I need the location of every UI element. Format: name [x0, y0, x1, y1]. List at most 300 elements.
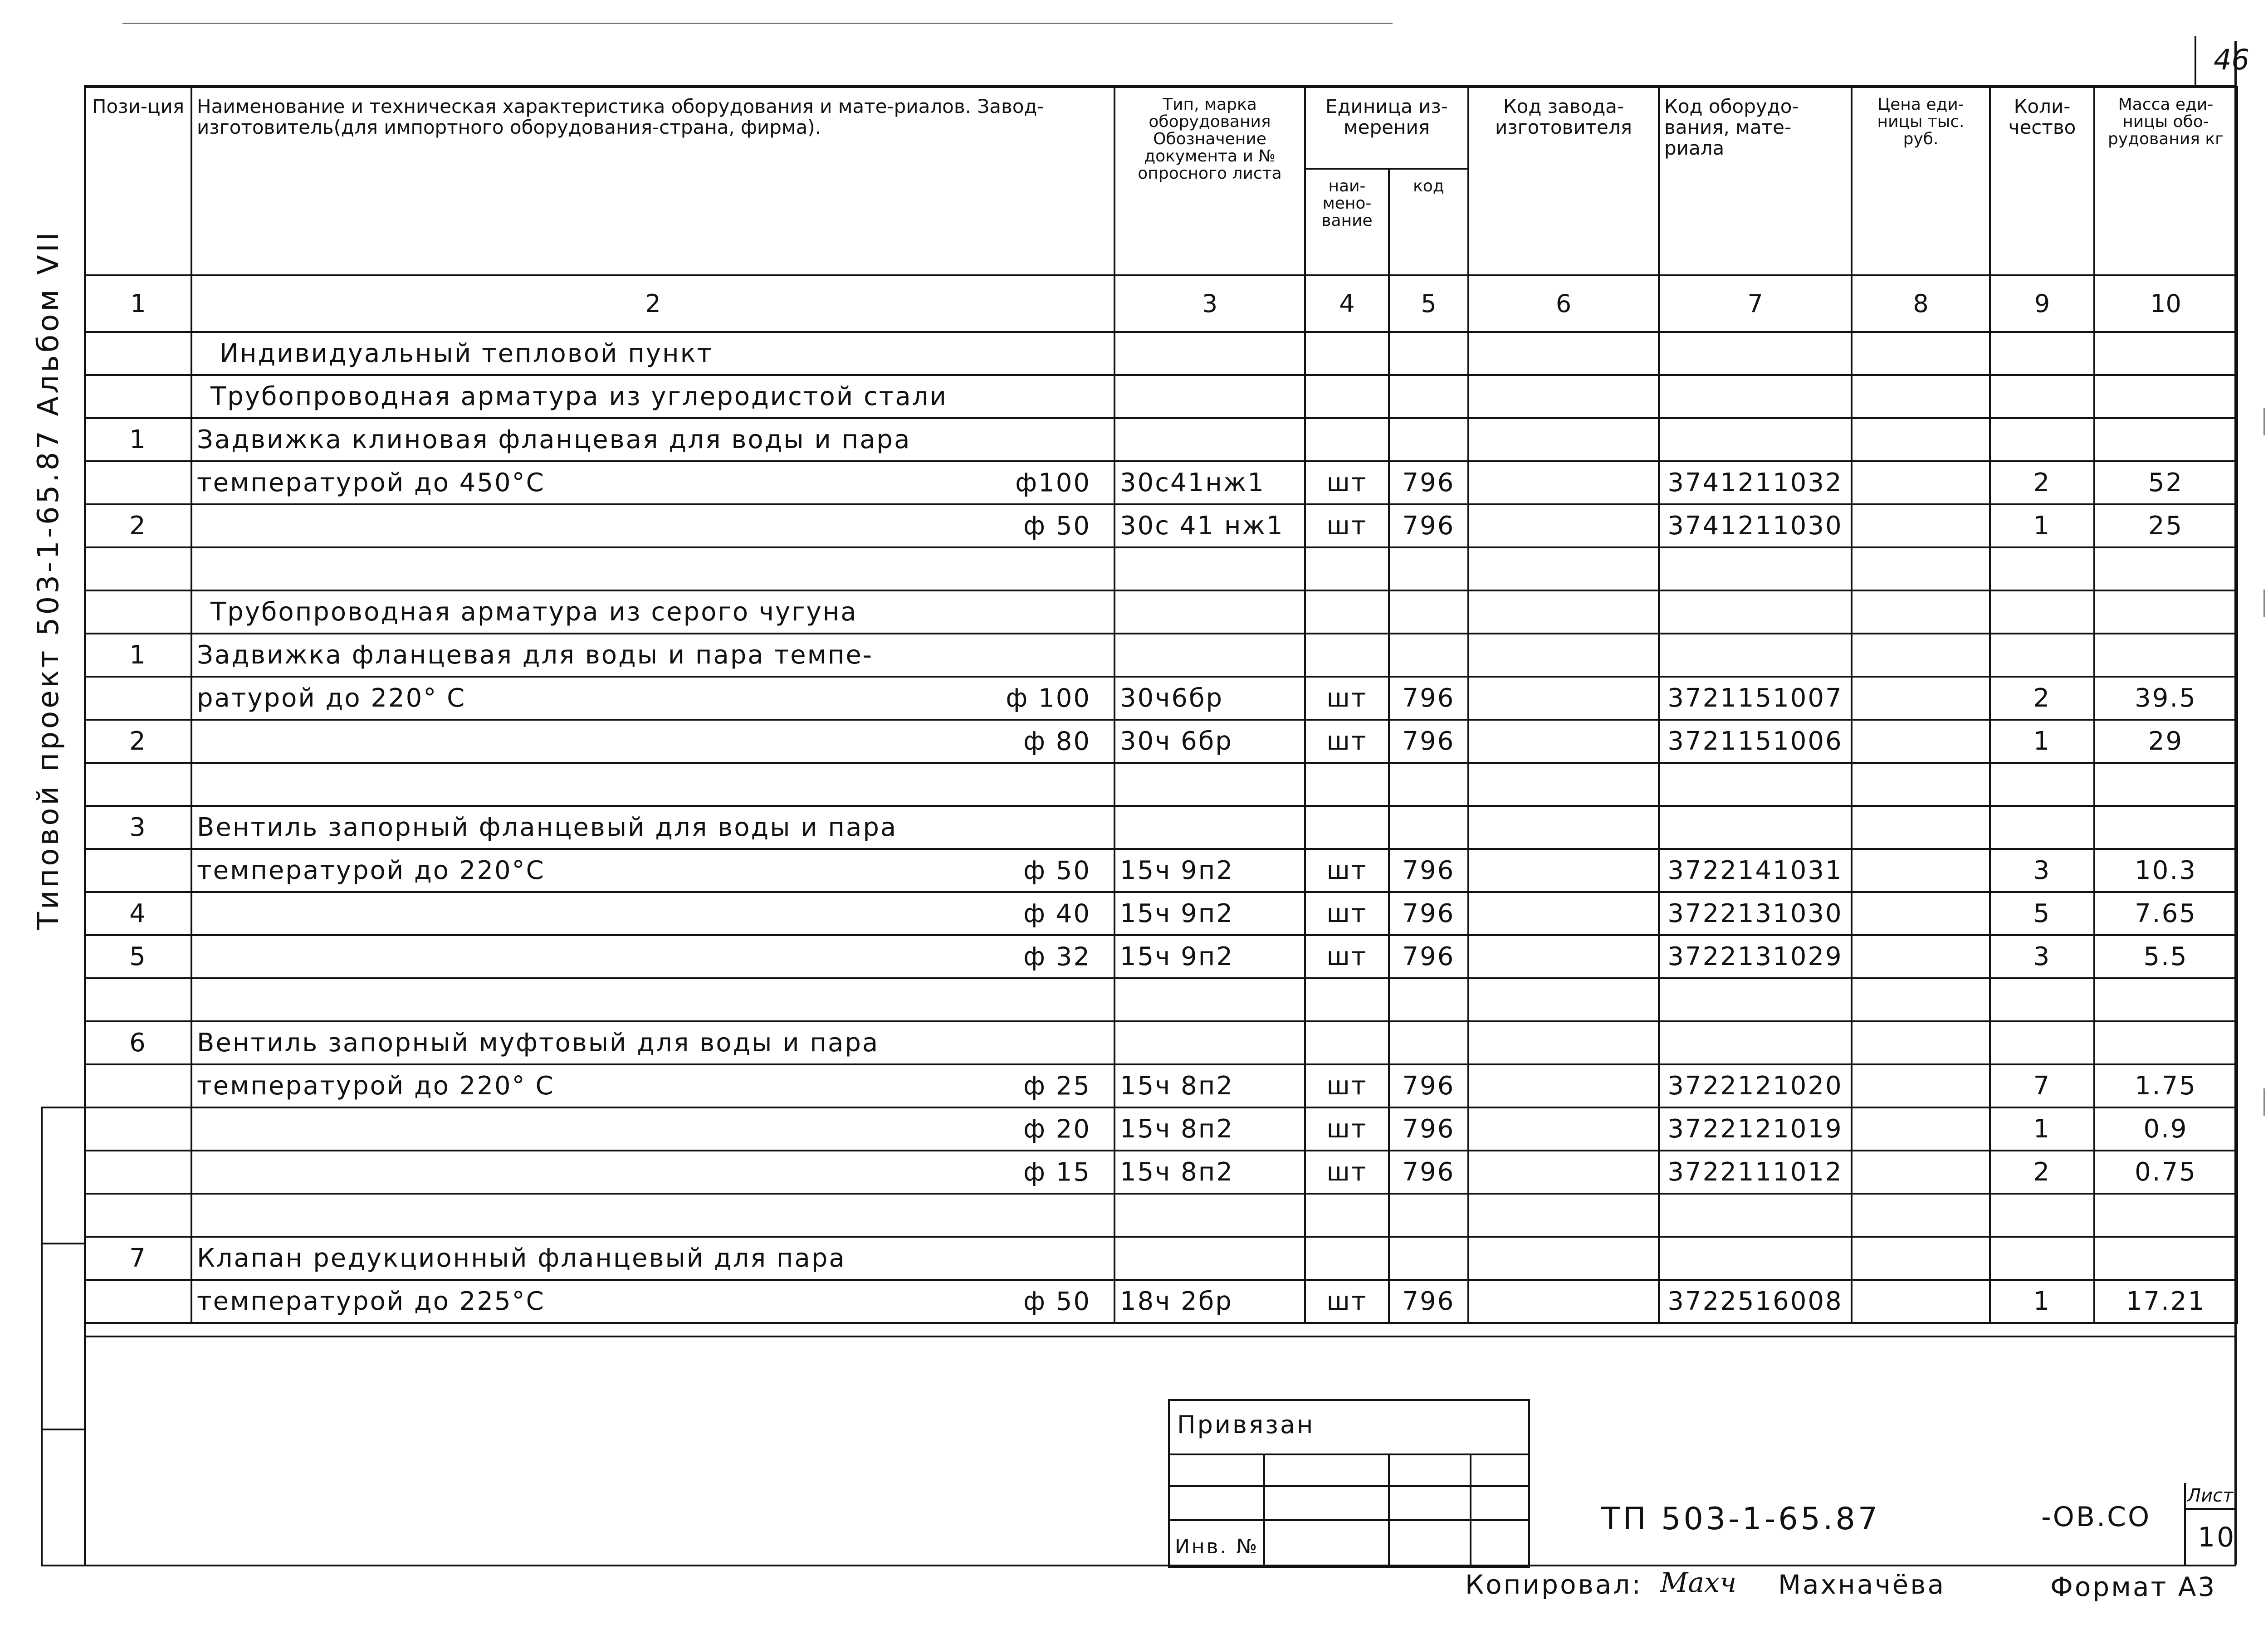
- cell-mass: 5.5: [2094, 935, 2237, 978]
- col-number: 8: [1852, 275, 1990, 332]
- cell-mass: 0.75: [2094, 1151, 2237, 1194]
- cell-type: 15ч 8п2: [1114, 1107, 1305, 1151]
- cell-position: 1: [85, 634, 191, 677]
- margin-box-line: [41, 1429, 84, 1430]
- cell-type: 30с 41 нж1: [1114, 504, 1305, 547]
- cell-qty: [1990, 547, 2094, 590]
- cell-qty: 2: [1990, 461, 2094, 504]
- cell-type: 15ч 9п2: [1114, 849, 1305, 892]
- table-row: [85, 978, 2237, 1021]
- cell-position: [85, 763, 191, 806]
- cell-price: [1852, 849, 1990, 892]
- cell-mass: [2094, 590, 2237, 634]
- cell-equip-code: 3721151007: [1659, 677, 1852, 720]
- item-name: температурой до 220°С: [197, 856, 545, 885]
- cell-unit: [1305, 1021, 1389, 1064]
- stamp-line: [1388, 1454, 1390, 1565]
- cell-type: [1114, 332, 1305, 375]
- cell-unit-code: [1389, 1021, 1468, 1064]
- cell-unit: [1305, 547, 1389, 590]
- cell-type: [1114, 806, 1305, 849]
- cell-mass: [2094, 634, 2237, 677]
- cell-position: 3: [85, 806, 191, 849]
- cell-type: 30с41нж1: [1114, 461, 1305, 504]
- table-row: [85, 1237, 2237, 1280]
- cell-plant-code: [1468, 590, 1659, 634]
- doc-suffix: -ОВ.СО: [2041, 1501, 2151, 1533]
- col-header-equip-code: Код оборудо-вания, мате-риала: [1659, 87, 1852, 275]
- cell-mass: 7.65: [2094, 892, 2237, 935]
- cell-qty: [1990, 634, 2094, 677]
- cell-unit: шт: [1305, 1280, 1389, 1323]
- cell-position: [85, 849, 191, 892]
- cell-position: 4: [85, 892, 191, 935]
- cell-type: 30ч6бр: [1114, 677, 1305, 720]
- cell-position: [85, 1064, 191, 1107]
- item-name: Клапан редукционный фланцевый для пара: [197, 1244, 846, 1273]
- item-name: Трубопроводная арматура из серого чугуна: [210, 597, 858, 627]
- sheet-label: Лист: [2187, 1485, 2234, 1506]
- cell-qty: [1990, 1194, 2094, 1237]
- cell-equip-code: 3722131030: [1659, 892, 1852, 935]
- item-name: Задвижка фланцевая для воды и пара темпе-: [197, 640, 874, 670]
- margin-dash: [2263, 1088, 2265, 1116]
- cell-qty: 1: [1990, 720, 2094, 763]
- cell-qty: 3: [1990, 935, 2094, 978]
- cell-type: 15ч 8п2: [1114, 1151, 1305, 1194]
- cell-unit: [1305, 634, 1389, 677]
- cell-qty: [1990, 418, 2094, 461]
- table-row: [85, 590, 2237, 634]
- cell-plant-code: [1468, 849, 1659, 892]
- table-row: [85, 504, 2237, 547]
- item-diameter: ф 50: [1023, 856, 1091, 885]
- col-header-plant-code: Код завода-изготовителя: [1468, 87, 1659, 275]
- cell-price: [1852, 1064, 1990, 1107]
- cell-unit: [1305, 1237, 1389, 1280]
- table-row: [85, 935, 2237, 978]
- col-header-unit-code: код: [1389, 169, 1468, 275]
- cell-price: [1852, 504, 1990, 547]
- cell-price: [1852, 461, 1990, 504]
- cell-price: [1852, 590, 1990, 634]
- cell-position: [85, 1280, 191, 1323]
- cell-plant-code: [1468, 634, 1659, 677]
- cell-position: [85, 978, 191, 1021]
- margin-box-line: [41, 1107, 84, 1108]
- cell-position: 5: [85, 935, 191, 978]
- table-row: [85, 849, 2237, 892]
- cell-price: [1852, 677, 1990, 720]
- cell-name: [191, 1151, 1114, 1194]
- cell-price: [1852, 375, 1990, 418]
- col-number: 4: [1305, 275, 1389, 332]
- cell-name: [191, 332, 1114, 375]
- frame-bottom-line: [41, 1565, 2236, 1566]
- cell-unit-code: 796: [1389, 892, 1468, 935]
- cell-plant-code: [1468, 332, 1659, 375]
- cell-position: 6: [85, 1021, 191, 1064]
- item-diameter: ф 15: [1023, 1157, 1091, 1187]
- cell-equip-code: 3722111012: [1659, 1151, 1852, 1194]
- cell-mass: [2094, 763, 2237, 806]
- cell-plant-code: [1468, 1151, 1659, 1194]
- cell-unit-code: 796: [1389, 677, 1468, 720]
- cell-name: [191, 418, 1114, 461]
- cell-type: [1114, 1237, 1305, 1280]
- format-label: Формат А3: [2050, 1571, 2217, 1602]
- col-header-unit-group: Единица из-мерения: [1305, 87, 1468, 169]
- cell-plant-code: [1468, 763, 1659, 806]
- table-row: [85, 461, 2237, 504]
- cell-mass: [2094, 806, 2237, 849]
- cell-equip-code: [1659, 375, 1852, 418]
- cell-type: [1114, 634, 1305, 677]
- cell-qty: 7: [1990, 1064, 2094, 1107]
- cell-qty: [1990, 978, 2094, 1021]
- item-diameter: ф 50: [1023, 1287, 1091, 1316]
- col-header-position: Пози-ция: [85, 87, 191, 275]
- cell-type: [1114, 1194, 1305, 1237]
- cell-name: [191, 547, 1114, 590]
- sheet-number: 46: [2214, 43, 2249, 76]
- item-diameter: ф 40: [1023, 899, 1091, 928]
- col-header-mass: Масса еди-ницы обо-рудования кг: [2094, 87, 2237, 275]
- top-decorative-line: [122, 23, 1393, 24]
- col-number: 2: [191, 275, 1114, 332]
- cell-equip-code: [1659, 590, 1852, 634]
- cell-unit: шт: [1305, 892, 1389, 935]
- col-header-type: Тип, марка оборудования Обозначение документа и № опросного листа: [1114, 87, 1305, 275]
- margin-dash: [2263, 408, 2265, 435]
- cell-price: [1852, 1237, 1990, 1280]
- cell-position: [85, 1194, 191, 1237]
- cell-plant-code: [1468, 461, 1659, 504]
- item-name: Вентиль запорный фланцевый для воды и пара: [197, 813, 898, 842]
- item-name: температурой до 220° С: [197, 1071, 555, 1101]
- cell-mass: [2094, 1021, 2237, 1064]
- bound-label: Привязан: [1177, 1410, 1315, 1439]
- cell-equip-code: [1659, 418, 1852, 461]
- cell-mass: 0.9: [2094, 1107, 2237, 1151]
- cell-plant-code: [1468, 1064, 1659, 1107]
- item-name: Вентиль запорный муфтовый для воды и пара: [197, 1028, 880, 1058]
- cell-name: [191, 375, 1114, 418]
- cell-mass: [2094, 375, 2237, 418]
- cell-type: 30ч 6бр: [1114, 720, 1305, 763]
- cell-qty: [1990, 806, 2094, 849]
- cell-qty: [1990, 1021, 2094, 1064]
- cell-mass: 29: [2094, 720, 2237, 763]
- stamp-line: [1168, 1485, 1528, 1487]
- cell-price: [1852, 763, 1990, 806]
- cell-price: [1852, 1107, 1990, 1151]
- cell-equip-code: [1659, 1194, 1852, 1237]
- cell-price: [1852, 935, 1990, 978]
- cell-unit-code: 796: [1389, 1107, 1468, 1151]
- cell-position: 7: [85, 1237, 191, 1280]
- cell-unit-code: 796: [1389, 504, 1468, 547]
- cell-name: [191, 1064, 1114, 1107]
- cell-position: [85, 590, 191, 634]
- cell-mass: 52: [2094, 461, 2237, 504]
- cell-equip-code: 3721151006: [1659, 720, 1852, 763]
- cell-mass: 17.21: [2094, 1280, 2237, 1323]
- table-row: [85, 547, 2237, 590]
- table-row: [85, 1280, 2237, 1323]
- cell-mass: [2094, 1237, 2237, 1280]
- cell-unit: шт: [1305, 720, 1389, 763]
- cell-equip-code: 3741211032: [1659, 461, 1852, 504]
- cell-name: [191, 978, 1114, 1021]
- signature: Махч: [1660, 1567, 1737, 1599]
- item-name: Трубопроводная арматура из углеродистой стали: [210, 382, 948, 411]
- cell-unit-code: [1389, 806, 1468, 849]
- item-diameter: ф 32: [1023, 942, 1091, 971]
- cell-unit: шт: [1305, 677, 1389, 720]
- cell-type: [1114, 590, 1305, 634]
- cell-name: [191, 677, 1114, 720]
- cell-name: [191, 849, 1114, 892]
- sheet-box-line: [2184, 1508, 2236, 1510]
- cell-plant-code: [1468, 418, 1659, 461]
- inv-label: Инв. №: [1175, 1535, 1259, 1558]
- cell-name: [191, 1237, 1114, 1280]
- cell-equip-code: 3722121020: [1659, 1064, 1852, 1107]
- cell-unit-code: [1389, 418, 1468, 461]
- cell-name: [191, 590, 1114, 634]
- cell-position: [85, 677, 191, 720]
- cell-position: [85, 461, 191, 504]
- cell-equip-code: [1659, 1021, 1852, 1064]
- item-diameter: ф 20: [1023, 1114, 1091, 1144]
- cell-unit-code: [1389, 547, 1468, 590]
- cell-type: [1114, 978, 1305, 1021]
- cell-unit-code: [1389, 332, 1468, 375]
- cell-plant-code: [1468, 935, 1659, 978]
- cell-name: [191, 806, 1114, 849]
- cell-position: [85, 332, 191, 375]
- item-diameter: ф 25: [1023, 1071, 1091, 1101]
- specification-table: [84, 86, 2238, 1324]
- cell-unit-code: 796: [1389, 1064, 1468, 1107]
- col-number: 5: [1389, 275, 1468, 332]
- cell-unit-code: 796: [1389, 935, 1468, 978]
- cell-unit: шт: [1305, 1151, 1389, 1194]
- item-name: Индивидуальный тепловой пункт: [220, 339, 714, 368]
- cell-qty: [1990, 332, 2094, 375]
- cell-name: [191, 892, 1114, 935]
- cell-type: 15ч 9п2: [1114, 892, 1305, 935]
- cell-unit-code: [1389, 634, 1468, 677]
- cell-plant-code: [1468, 1194, 1659, 1237]
- cell-qty: 5: [1990, 892, 2094, 935]
- item-name: Задвижка клиновая фланцевая для воды и пара: [197, 425, 911, 454]
- item-name: ратурой до 220° С: [197, 683, 466, 713]
- title-block-top-line: [86, 1336, 2236, 1337]
- cell-equip-code: 3722516008: [1659, 1280, 1852, 1323]
- cell-unit: шт: [1305, 1107, 1389, 1151]
- cell-plant-code: [1468, 504, 1659, 547]
- cell-equip-code: 3741211030: [1659, 504, 1852, 547]
- table-row: [85, 1151, 2237, 1194]
- col-number: 7: [1659, 275, 1852, 332]
- sheet-value: 10: [2198, 1522, 2236, 1553]
- cell-unit: [1305, 1194, 1389, 1237]
- cell-position: 2: [85, 720, 191, 763]
- cell-unit-code: 796: [1389, 461, 1468, 504]
- table-row: [85, 892, 2237, 935]
- cell-mass: 1.75: [2094, 1064, 2237, 1107]
- cell-type: 18ч 2бр: [1114, 1280, 1305, 1323]
- cell-price: [1852, 332, 1990, 375]
- cell-unit: шт: [1305, 935, 1389, 978]
- cell-equip-code: 3722141031: [1659, 849, 1852, 892]
- table-row: [85, 763, 2237, 806]
- cell-mass: 25: [2094, 504, 2237, 547]
- cell-position: 1: [85, 418, 191, 461]
- cell-unit-code: 796: [1389, 849, 1468, 892]
- cell-mass: 39.5: [2094, 677, 2237, 720]
- cell-unit-code: [1389, 1237, 1468, 1280]
- cell-qty: [1990, 1237, 2094, 1280]
- cell-position: [85, 547, 191, 590]
- item-name: температурой до 225°С: [197, 1287, 545, 1316]
- cell-unit: шт: [1305, 1064, 1389, 1107]
- cell-qty: [1990, 590, 2094, 634]
- cell-type: 15ч 8п2: [1114, 1064, 1305, 1107]
- cell-unit: [1305, 763, 1389, 806]
- stamp-line: [1168, 1519, 1528, 1521]
- cell-equip-code: 3722121019: [1659, 1107, 1852, 1151]
- cell-unit-code: 796: [1389, 1151, 1468, 1194]
- cell-unit: шт: [1305, 849, 1389, 892]
- cell-type: [1114, 1021, 1305, 1064]
- cell-qty: 1: [1990, 1107, 2094, 1151]
- table-row: [85, 332, 2237, 375]
- cell-price: [1852, 1021, 1990, 1064]
- cell-name: [191, 1280, 1114, 1323]
- col-header-unit-name: наи-мено-вание: [1305, 169, 1389, 275]
- cell-name: [191, 935, 1114, 978]
- table-row: [85, 677, 2237, 720]
- col-header-qty: Коли-чество: [1990, 87, 2094, 275]
- col-number: 9: [1990, 275, 2094, 332]
- cell-qty: 2: [1990, 1151, 2094, 1194]
- cell-name: [191, 720, 1114, 763]
- cell-type: 15ч 9п2: [1114, 935, 1305, 978]
- cell-unit: [1305, 978, 1389, 1021]
- cell-price: [1852, 1194, 1990, 1237]
- stamp-line: [1470, 1454, 1471, 1565]
- cell-equip-code: 3722131029: [1659, 935, 1852, 978]
- copier-name: Махначёва: [1778, 1569, 1946, 1600]
- cell-price: [1852, 547, 1990, 590]
- cell-plant-code: [1468, 547, 1659, 590]
- cell-qty: [1990, 375, 2094, 418]
- margin-dash: [2263, 590, 2265, 617]
- cell-plant-code: [1468, 892, 1659, 935]
- table-row: [85, 720, 2237, 763]
- cell-unit-code: 796: [1389, 1280, 1468, 1323]
- cell-mass: [2094, 418, 2237, 461]
- cell-plant-code: [1468, 806, 1659, 849]
- cell-plant-code: [1468, 375, 1659, 418]
- cell-mass: [2094, 1194, 2237, 1237]
- col-number: 10: [2094, 275, 2237, 332]
- item-diameter: ф 100: [1006, 683, 1091, 713]
- stamp-line: [1168, 1454, 1528, 1455]
- cell-position: 2: [85, 504, 191, 547]
- cell-plant-code: [1468, 1280, 1659, 1323]
- cell-type: [1114, 375, 1305, 418]
- cell-qty: [1990, 763, 2094, 806]
- specification-body: [85, 332, 2237, 1323]
- doc-code: ТП 503-1-65.87: [1601, 1501, 1881, 1537]
- cell-type: [1114, 547, 1305, 590]
- cell-type: [1114, 418, 1305, 461]
- cell-price: [1852, 418, 1990, 461]
- sheet-corner-line-v: [2195, 36, 2196, 86]
- table-row: [85, 418, 2237, 461]
- cell-plant-code: [1468, 720, 1659, 763]
- cell-mass: [2094, 978, 2237, 1021]
- cell-plant-code: [1468, 677, 1659, 720]
- cell-unit: [1305, 332, 1389, 375]
- cell-price: [1852, 634, 1990, 677]
- cell-unit: шт: [1305, 461, 1389, 504]
- cell-equip-code: [1659, 1237, 1852, 1280]
- cell-equip-code: [1659, 806, 1852, 849]
- cell-name: [191, 763, 1114, 806]
- item-diameter: ф100: [1015, 468, 1091, 498]
- col-header-name: Наименование и техническая характеристика оборудования и мате-риалов. Завод-изготовитель(для импортного оборудования-страна, фирма).: [191, 87, 1114, 275]
- table-row: [85, 1194, 2237, 1237]
- cell-plant-code: [1468, 1237, 1659, 1280]
- cell-unit: шт: [1305, 504, 1389, 547]
- cell-plant-code: [1468, 1107, 1659, 1151]
- cell-equip-code: [1659, 332, 1852, 375]
- cell-unit: [1305, 806, 1389, 849]
- table-row: [85, 634, 2237, 677]
- cell-equip-code: [1659, 763, 1852, 806]
- margin-box-line: [41, 1243, 84, 1244]
- cell-name: [191, 1021, 1114, 1064]
- cell-price: [1852, 978, 1990, 1021]
- cell-price: [1852, 1280, 1990, 1323]
- item-diameter: ф 50: [1023, 511, 1091, 541]
- cell-mass: 10.3: [2094, 849, 2237, 892]
- cell-plant-code: [1468, 1021, 1659, 1064]
- cell-plant-code: [1468, 978, 1659, 1021]
- cell-equip-code: [1659, 634, 1852, 677]
- cell-qty: 3: [1990, 849, 2094, 892]
- cell-price: [1852, 1151, 1990, 1194]
- cell-price: [1852, 892, 1990, 935]
- col-header-price: Цена еди-ницы тыс. руб.: [1852, 87, 1990, 275]
- table-row: [85, 806, 2237, 849]
- margin-box-line: [41, 1107, 43, 1565]
- cell-unit-code: 796: [1389, 720, 1468, 763]
- sheet-box-line: [2184, 1483, 2186, 1565]
- cell-unit: [1305, 418, 1389, 461]
- cell-position: [85, 1107, 191, 1151]
- album-label: Типовой проект 503-1-65.87 Альбом VII: [32, 229, 65, 930]
- col-number: 3: [1114, 275, 1305, 332]
- cell-unit-code: [1389, 590, 1468, 634]
- cell-unit-code: [1389, 763, 1468, 806]
- cell-mass: [2094, 332, 2237, 375]
